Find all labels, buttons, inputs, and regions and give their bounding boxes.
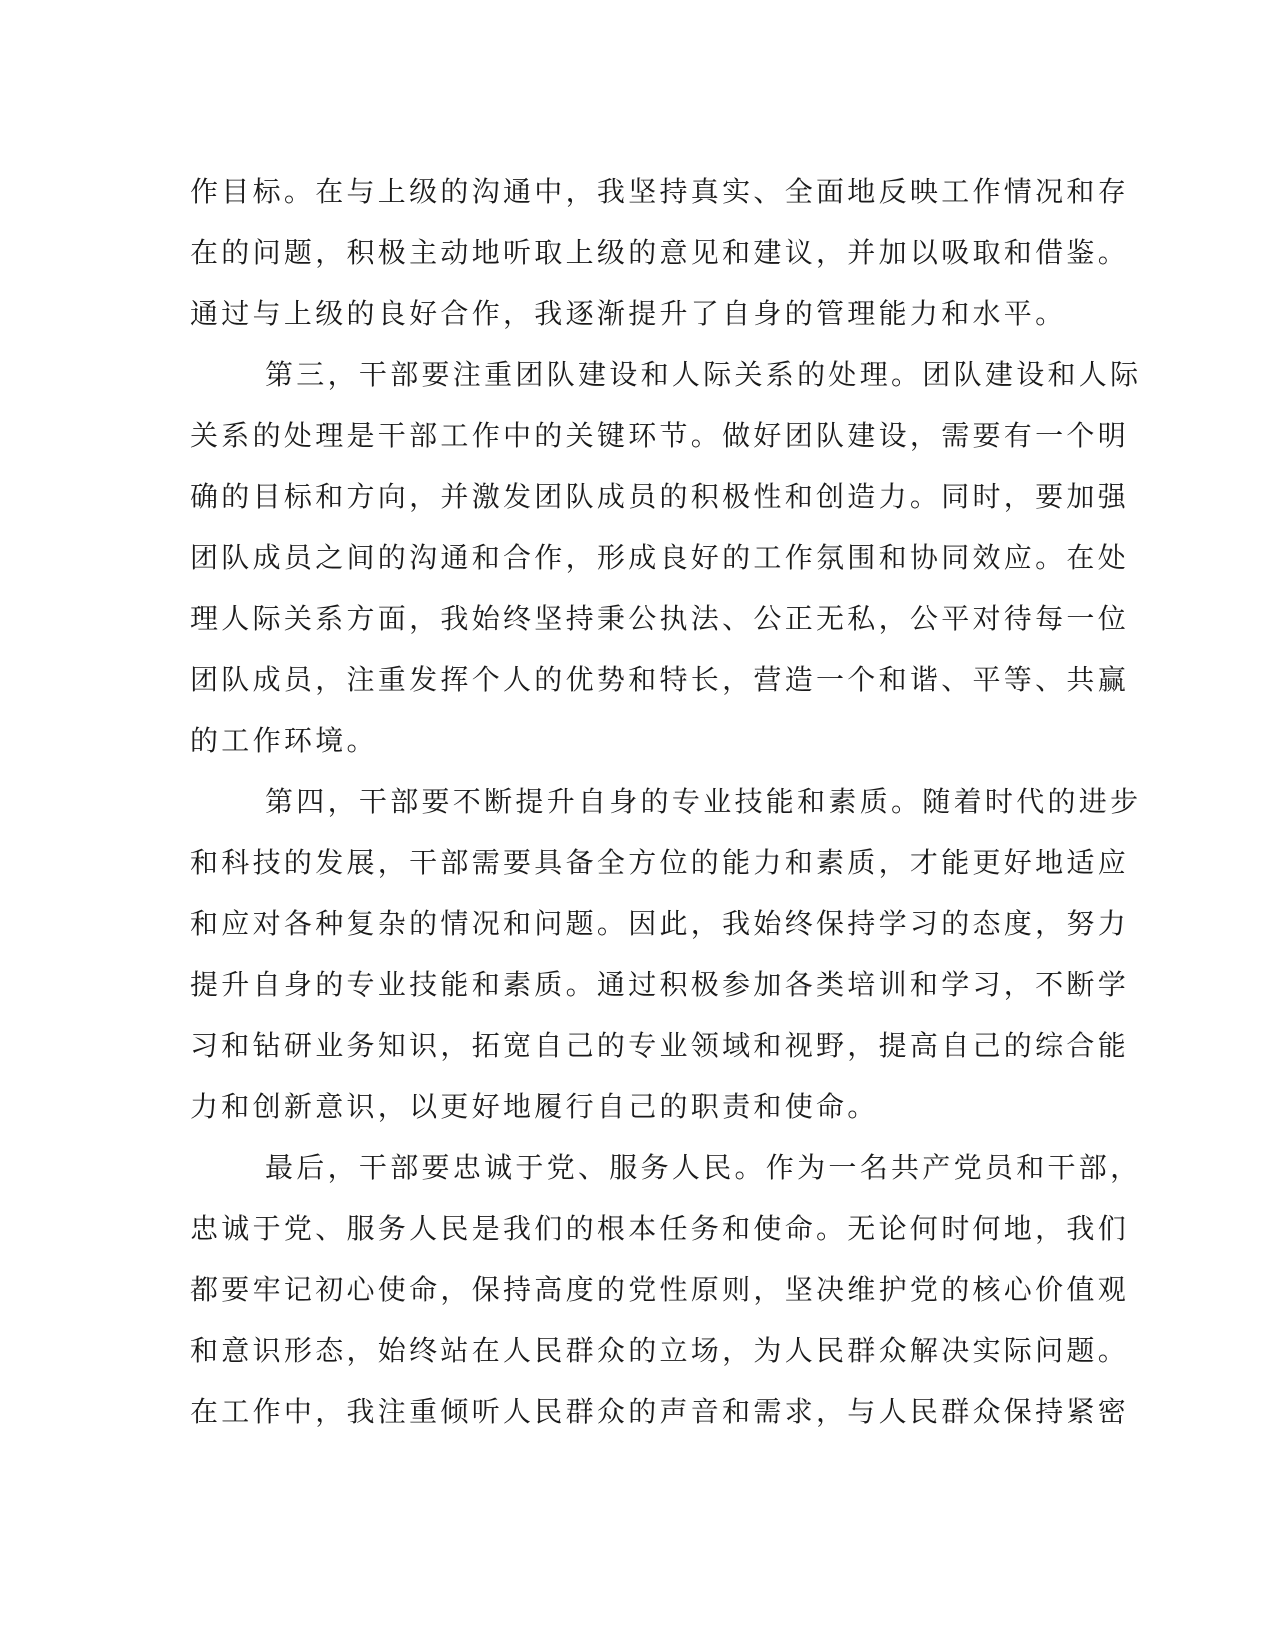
text-line: 团队成员之间的沟通和合作，形成良好的工作氛围和协同效应。在处: [190, 541, 1130, 574]
text-line: 确的目标和方向，并激发团队成员的积极性和创造力。同时，要加强: [190, 480, 1130, 513]
text-line: 团队成员，注重发挥个人的优势和特长，营造一个和谐、平等、共赢: [190, 663, 1130, 696]
text-line: 作目标。在与上级的沟通中，我坚持真实、全面地反映工作情况和存: [190, 175, 1130, 208]
body-text: [190, 161, 1142, 1442]
paragraph-start-line: 最后，干部要忠诚于党、服务人民。作为一名共产党员和干部，: [265, 1151, 1142, 1184]
paragraph-start-line: 第四，干部要不断提升自身的专业技能和素质。随着时代的进步: [265, 785, 1142, 818]
paragraph-start-line: 第三，干部要注重团队建设和人际关系的处理。团队建设和人际: [265, 358, 1142, 391]
text-line: 关系的处理是干部工作中的关键环节。做好团队建设，需要有一个明: [190, 419, 1130, 452]
text-line: 在工作中，我注重倾听人民群众的声音和需求，与人民群众保持紧密: [190, 1395, 1130, 1428]
text-line: 忠诚于党、服务人民是我们的根本任务和使命。无论何时何地，我们: [190, 1212, 1130, 1245]
text-line: 通过与上级的良好合作，我逐渐提升了自身的管理能力和水平。: [190, 297, 1067, 330]
text-line: 和应对各种复杂的情况和问题。因此，我始终保持学习的态度，努力: [190, 907, 1130, 940]
text-line: 习和钻研业务知识，拓宽自己的专业领域和视野，提高自己的综合能: [190, 1029, 1130, 1062]
text-line: 和科技的发展，干部需要具备全方位的能力和素质，才能更好地适应: [190, 846, 1130, 879]
text-line: 力和创新意识，以更好地履行自己的职责和使命。: [190, 1090, 879, 1123]
text-line: 理人际关系方面，我始终坚持秉公执法、公正无私，公平对待每一位: [190, 602, 1130, 635]
text-line: 都要牢记初心使命，保持高度的党性原则，坚决维护党的核心价值观: [190, 1273, 1130, 1306]
text-line: 提升自身的专业技能和素质。通过积极参加各类培训和学习，不断学: [190, 968, 1130, 1001]
text-line: 在的问题，积极主动地听取上级的意见和建议，并加以吸取和借鉴。: [190, 236, 1130, 269]
text-line: 和意识形态，始终站在人民群众的立场，为人民群众解决实际问题。: [190, 1334, 1130, 1367]
text-line: 的工作环境。: [190, 724, 378, 757]
